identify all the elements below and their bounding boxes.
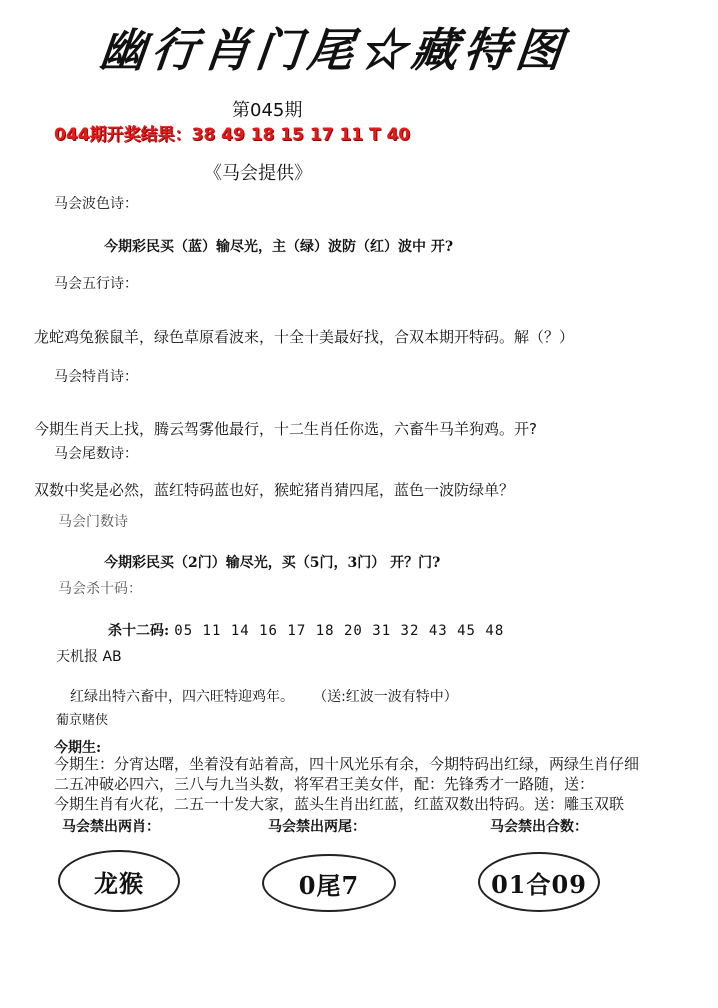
previous-result: 044期开奖结果：38 49 18 15 17 11 T 40 bbox=[54, 125, 411, 145]
forbidden-tail-label: 马会禁出两尾： bbox=[268, 819, 366, 835]
portugal-label: 葡京赌侠 bbox=[56, 713, 109, 728]
door-poem-text: 今期彩民买（2门）输尽光，买（5门，3门） 开？门? bbox=[104, 555, 441, 571]
door-poem-label: 马会门数诗 bbox=[58, 514, 128, 530]
provider-label: 《马会提供》 bbox=[204, 163, 312, 184]
forbidden-zodiac-value: 龙猴 bbox=[94, 868, 144, 898]
kill-label: 马会杀十码： bbox=[58, 581, 142, 597]
wave-poem-label: 马会波色诗： bbox=[54, 196, 138, 212]
forbidden-tail-value: 0尾7 bbox=[298, 870, 360, 900]
tail-poem-text: 双数中奖是必然，蓝红特码蓝也好，猴蛇猪肖猜四尾，蓝色一波防绿单？ bbox=[34, 481, 515, 499]
current-line: 今期生：分宵达曙，坐着没有站着高，四十风光乐有余，今期特码出红绿，两绿生肖仔细 bbox=[54, 755, 640, 773]
current-line: 二五冲破必四六，三八与九当头数，将军君王美女伴，配：先锋秀才一路随，送： bbox=[54, 775, 595, 793]
tianji-label: 天机报 AB bbox=[56, 649, 122, 665]
tianji-text: 红绿出特六畜中，四六旺特迎鸡年。 bbox=[70, 689, 294, 705]
wave-poem-text: 今期彩民买（蓝）输尽光，主（绿）波防（红）波中 开? bbox=[104, 239, 454, 255]
forbidden-sum-oval bbox=[478, 852, 600, 912]
zodiac-poem-text: 今期生肖天上找，腾云驾雾他最行，十二生肖任你选，六畜牛马羊狗鸡。开? bbox=[34, 420, 537, 438]
forbidden-sum-label: 马会禁出合数： bbox=[490, 819, 588, 835]
five-elements-text: 龙蛇鸡兔猴鼠羊，绿色草原看波来，十全十美最好找，合双本期开特码。解（？） bbox=[34, 328, 575, 346]
tianji-row bbox=[70, 686, 458, 706]
kill-numbers: 05 11 14 16 17 18 20 31 32 43 45 48 bbox=[174, 623, 505, 639]
forbidden-zodiac-oval bbox=[58, 850, 180, 912]
page-title: 幽行肖门尾☆藏特图 bbox=[96, 23, 571, 77]
zodiac-poem-label: 马会特肖诗： bbox=[54, 369, 138, 385]
five-elements-label: 马会五行诗： bbox=[54, 276, 138, 292]
current-line: 今期生肖有火花，二五一十发大家，蓝头生肖出红蓝，红蓝双数出特码。送：雕玉双联 bbox=[54, 795, 625, 813]
kill-row bbox=[108, 620, 504, 640]
tianji-send: （送:红波一波有特中） bbox=[313, 689, 458, 705]
kill-prefix: 杀十二码: bbox=[108, 623, 170, 639]
current-lines bbox=[54, 754, 639, 814]
current-label: 今期生: bbox=[54, 740, 102, 756]
issue-number: 第045期 bbox=[232, 100, 303, 121]
forbidden-zodiac-label: 马会禁出两肖： bbox=[62, 819, 160, 835]
tail-poem-label: 马会尾数诗： bbox=[54, 446, 138, 462]
forbidden-tail-oval bbox=[262, 854, 396, 912]
forbidden-sum-value: 01合09 bbox=[491, 869, 587, 899]
